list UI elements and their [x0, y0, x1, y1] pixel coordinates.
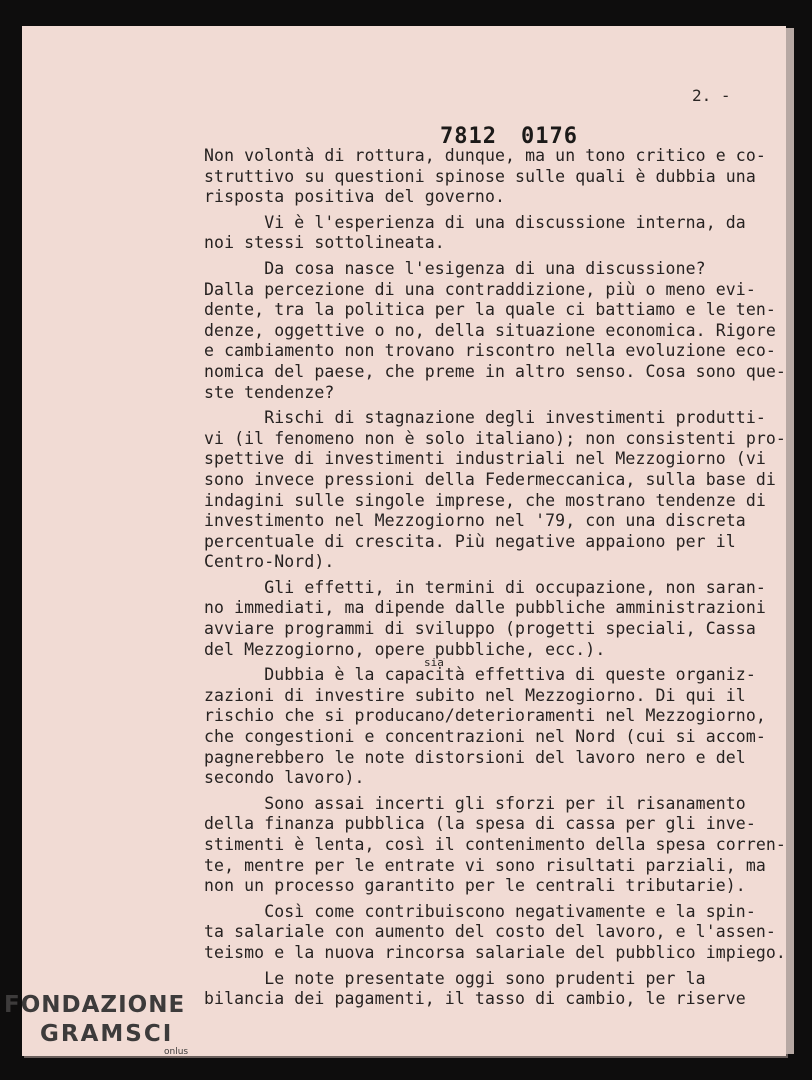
text-line: secondo lavoro). — [204, 768, 365, 788]
watermark-line1: FONDAZIONE — [4, 992, 186, 1018]
text-line: Sono assai incerti gli sforzi per il risanamento — [204, 793, 746, 813]
text-line: noi stessi sottolineata. — [204, 233, 445, 253]
text-line: Vi è l'esperienza di una discussione interna, da — [204, 212, 746, 232]
text-line: Dubbia è la capacità effettiva di queste organiz- — [204, 665, 756, 685]
text-line: zazioni di investire subito nel Mezzogiorno. Di qui il — [204, 685, 746, 705]
text-line: Centro-Nord). — [204, 552, 335, 572]
text-line: teismo e la nuova rincorsa salariale del pubblico impiego. — [204, 942, 786, 962]
watermark-line2: GRAMSCI — [40, 1021, 174, 1047]
paragraph — [204, 901, 786, 964]
paragraph — [204, 258, 786, 403]
paragraph — [204, 578, 774, 660]
archive-stamp-right: 0176 — [520, 124, 578, 149]
handwritten-insertion: sia — [424, 656, 444, 669]
text-line: no immediati, ma dipende dalle pubbliche amministrazioni — [204, 598, 766, 618]
text-line: stimenti è lenta, così il contenimento della spesa corren- — [204, 835, 786, 854]
paragraph — [204, 793, 786, 897]
text-line: rischio che si producano/deterioramenti nel Mezzogiorno, — [204, 706, 766, 726]
typed-body-text — [204, 146, 786, 1015]
text-line: Non volontà di rottura, dunque, ma un tono critico e co- — [204, 146, 766, 165]
text-line: ta salariale con aumento del costo del lavoro, e l'assen- — [204, 922, 776, 942]
text-line: pagnerebbero le note distorsioni del lavoro nero e del — [204, 747, 746, 767]
text-line: dente, tra la politica per la quale ci battiamo e le ten- — [204, 300, 776, 320]
watermark-line3: onlus — [164, 1047, 189, 1057]
paragraph — [204, 969, 774, 1010]
text-line: denze, oggettive o no, della situazione economica. Rigore — [204, 320, 776, 340]
watermark-logo — [4, 992, 189, 1057]
text-line: Dalla percezione di una contraddizione, più o meno evi- — [204, 279, 756, 299]
text-line: Così come contribuiscono negativamente e la spin- — [204, 901, 756, 921]
text-line: risposta positiva del governo. — [204, 187, 506, 207]
paragraph — [204, 213, 774, 254]
text-line: Le note presentate oggi sono prudenti per la — [204, 968, 706, 988]
text-line: nomica del paese, che preme in altro senso. Cosa sono que- — [204, 361, 786, 381]
text-line: del Mezzogiorno, opere pubbliche, ecc.). — [204, 639, 606, 659]
text-line: non un processo garantito per le centrali tributarie). — [204, 876, 746, 896]
paragraph — [204, 146, 774, 208]
page-edge — [786, 28, 794, 1054]
text-line: Da cosa nasce l'esigenza di una discussione? — [204, 258, 706, 278]
text-line: e cambiamento non trovano riscontro nella evoluzione eco- — [204, 341, 776, 361]
text-line: Rischi di stagnazione degli investimenti produtti- — [204, 408, 766, 428]
text-line: indagini sulle singole imprese, che mostrano tendenze di — [204, 490, 766, 510]
text-line: Gli effetti, in termini di occupazione, non saran- — [204, 577, 766, 597]
text-line: percentuale di crescita. Più negative appaiono per il — [204, 531, 736, 551]
text-line: investimento nel Mezzogiorno nel '79, con una discreta — [204, 511, 746, 531]
text-line: ste tendenze? — [204, 382, 335, 402]
text-line: della finanza pubblica (la spesa di cassa per gli inve- — [204, 814, 756, 834]
text-line: che congestioni e concentrazioni nel Nord (cui si accom- — [204, 727, 766, 747]
paragraph — [204, 665, 774, 789]
text-line: struttivo su questioni spinose sulle quali è dubbia una — [204, 166, 756, 186]
text-line: vi (il fenomeno non è solo italiano); non consistenti pro- — [204, 428, 786, 448]
text-line: te, mentre per le entrate vi sono risultati parziali, ma — [204, 855, 766, 875]
paragraph — [204, 408, 786, 573]
text-line: bilancia dei pagamenti, il tasso di cambio, le riserve — [204, 989, 746, 1009]
archive-stamp-left: 7812 — [440, 124, 497, 149]
text-line: avviare programmi di sviluppo (progetti speciali, Cassa — [204, 619, 756, 639]
page-number: 2. - — [692, 86, 731, 105]
text-line: sono invece pressioni della Federmeccanica, sulla base di — [204, 469, 776, 489]
text-line: spettive di investimenti industriali nel Mezzogiorno (vi — [204, 449, 766, 469]
